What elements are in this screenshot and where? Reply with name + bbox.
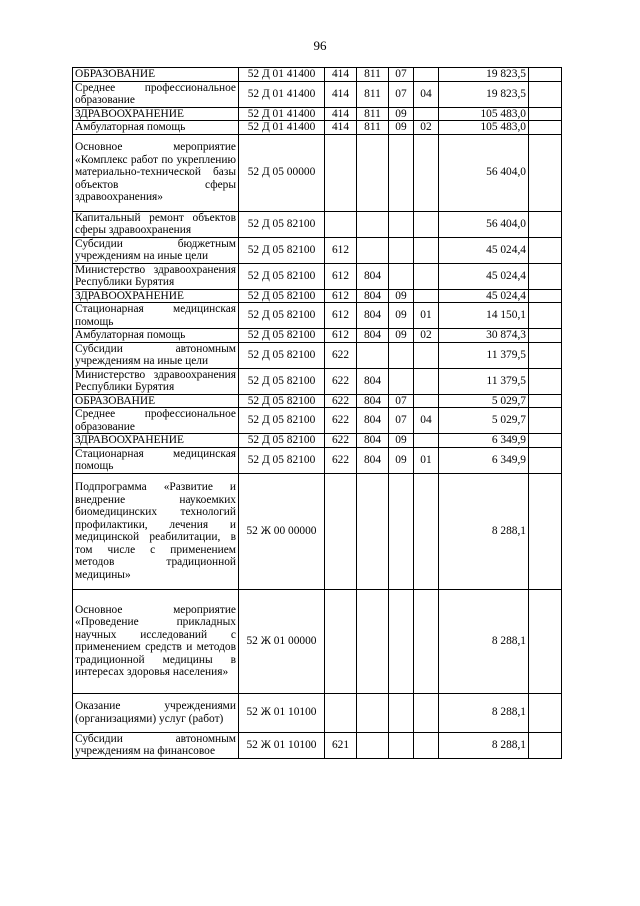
target-code-cell: 52 Ж 01 10100 — [239, 693, 325, 732]
table-row — [73, 121, 562, 135]
amount-cell: 5 029,7 — [439, 394, 529, 408]
subsection-code-cell: 02 — [414, 121, 439, 135]
section-code-cell: 07 — [389, 394, 414, 408]
amount-cell: 8 288,1 — [439, 693, 529, 732]
subsection-code-cell: 04 — [414, 408, 439, 434]
empty-cell — [529, 329, 562, 343]
expense-type-cell: 621 — [325, 732, 357, 758]
section-code-cell — [389, 368, 414, 394]
empty-cell — [529, 237, 562, 263]
expense-type-cell: 612 — [325, 263, 357, 289]
target-code-cell: 52 Д 05 82100 — [239, 342, 325, 368]
row-name-cell: Субсидии автономным учреждениям на финансовое — [73, 732, 239, 758]
row-name-cell: ЗДРАВООХРАНЕНИЕ — [73, 289, 239, 303]
expense-type-cell: 622 — [325, 394, 357, 408]
target-code-cell: 52 Д 05 82100 — [239, 289, 325, 303]
row-name-cell: ЗДРАВООХРАНЕНИЕ — [73, 434, 239, 448]
empty-cell — [529, 289, 562, 303]
admin-code-cell — [357, 473, 389, 589]
amount-cell: 6 349,9 — [439, 434, 529, 448]
row-name-cell: Субсидии бюджетным учреждениям на иные цели — [73, 237, 239, 263]
target-code-cell: 52 Д 05 82100 — [239, 408, 325, 434]
section-code-cell: 09 — [389, 107, 414, 121]
admin-code-cell: 811 — [357, 121, 389, 135]
target-code-cell: 52 Ж 00 00000 — [239, 473, 325, 589]
row-name-cell: Основное мероприятие «Проведение прикладных научных исследований с применением средств и методов традиционной медицины в интересах здоровья населения» — [73, 589, 239, 693]
page-number: 96 — [313, 38, 327, 53]
target-code-cell: 52 Д 05 82100 — [239, 447, 325, 473]
admin-code-cell — [357, 693, 389, 732]
target-code-cell: 52 Д 05 82100 — [239, 303, 325, 329]
section-code-cell — [389, 732, 414, 758]
admin-code-cell: 804 — [357, 263, 389, 289]
target-code-cell: 52 Ж 01 10100 — [239, 732, 325, 758]
amount-cell: 6 349,9 — [439, 447, 529, 473]
amount-cell: 8 288,1 — [439, 589, 529, 693]
admin-code-cell — [357, 589, 389, 693]
admin-code-cell — [357, 732, 389, 758]
amount-cell: 30 874,3 — [439, 329, 529, 343]
table-row — [73, 329, 562, 343]
subsection-code-cell: 01 — [414, 447, 439, 473]
admin-code-cell: 811 — [357, 81, 389, 107]
target-code-cell: 52 Д 05 00000 — [239, 134, 325, 211]
section-code-cell — [389, 263, 414, 289]
subsection-code-cell: 04 — [414, 81, 439, 107]
target-code-cell: 52 Д 01 41400 — [239, 68, 325, 82]
empty-cell — [529, 134, 562, 211]
row-name-cell: Стационарная медицинская помощь — [73, 447, 239, 473]
expense-type-cell: 622 — [325, 447, 357, 473]
table-row — [73, 134, 562, 211]
table-row — [73, 394, 562, 408]
admin-code-cell: 804 — [357, 329, 389, 343]
expense-type-cell: 622 — [325, 408, 357, 434]
table-row — [73, 263, 562, 289]
empty-cell — [529, 303, 562, 329]
subsection-code-cell — [414, 237, 439, 263]
target-code-cell: 52 Ж 01 00000 — [239, 589, 325, 693]
admin-code-cell: 804 — [357, 394, 389, 408]
expense-type-cell: 612 — [325, 289, 357, 303]
row-name-cell: Министерство здравоохранения Республики Бурятия — [73, 263, 239, 289]
admin-code-cell: 804 — [357, 434, 389, 448]
amount-cell: 11 379,5 — [439, 368, 529, 394]
target-code-cell: 52 Д 05 82100 — [239, 263, 325, 289]
expense-type-cell — [325, 693, 357, 732]
amount-cell: 5 029,7 — [439, 408, 529, 434]
row-name-cell: Министерство здравоохранения Республики Бурятия — [73, 368, 239, 394]
expense-type-cell — [325, 134, 357, 211]
expense-type-cell: 622 — [325, 368, 357, 394]
subsection-code-cell — [414, 68, 439, 82]
expense-type-cell: 622 — [325, 342, 357, 368]
table-row — [73, 473, 562, 589]
section-code-cell — [389, 342, 414, 368]
target-code-cell: 52 Д 05 82100 — [239, 434, 325, 448]
table-row — [73, 732, 562, 758]
row-name-cell: Подпрограмма «Развитие и внедрение наукоемких биомедицинских технологий профилактики, лечения и медицинской реабилитации, в том числе с применением методов традиционной медицины» — [73, 473, 239, 589]
amount-cell: 56 404,0 — [439, 134, 529, 211]
subsection-code-cell — [414, 211, 439, 237]
empty-cell — [529, 589, 562, 693]
table-row — [73, 303, 562, 329]
section-code-cell: 09 — [389, 329, 414, 343]
table-row — [73, 342, 562, 368]
admin-code-cell: 804 — [357, 303, 389, 329]
target-code-cell: 52 Д 05 82100 — [239, 394, 325, 408]
row-name-cell: Оказание учреждениями (организациями) услуг (работ) — [73, 693, 239, 732]
admin-code-cell — [357, 211, 389, 237]
section-code-cell — [389, 211, 414, 237]
amount-cell: 45 024,4 — [439, 237, 529, 263]
subsection-code-cell: 02 — [414, 329, 439, 343]
expense-type-cell: 612 — [325, 329, 357, 343]
empty-cell — [529, 368, 562, 394]
target-code-cell: 52 Д 01 41400 — [239, 121, 325, 135]
section-code-cell — [389, 473, 414, 589]
subsection-code-cell — [414, 589, 439, 693]
subsection-code-cell: 01 — [414, 303, 439, 329]
amount-cell: 14 150,1 — [439, 303, 529, 329]
expense-type-cell: 622 — [325, 434, 357, 448]
empty-cell — [529, 342, 562, 368]
amount-cell: 105 483,0 — [439, 107, 529, 121]
amount-cell: 105 483,0 — [439, 121, 529, 135]
amount-cell: 8 288,1 — [439, 473, 529, 589]
table-row — [73, 107, 562, 121]
empty-cell — [529, 121, 562, 135]
empty-cell — [529, 732, 562, 758]
target-code-cell: 52 Д 01 41400 — [239, 107, 325, 121]
amount-cell: 45 024,4 — [439, 263, 529, 289]
admin-code-cell: 804 — [357, 289, 389, 303]
expense-type-cell — [325, 589, 357, 693]
target-code-cell: 52 Д 05 82100 — [239, 368, 325, 394]
section-code-cell — [389, 237, 414, 263]
amount-cell: 11 379,5 — [439, 342, 529, 368]
expense-type-cell: 414 — [325, 68, 357, 82]
empty-cell — [529, 693, 562, 732]
expense-type-cell: 612 — [325, 237, 357, 263]
table-row — [73, 237, 562, 263]
table-row — [73, 289, 562, 303]
empty-cell — [529, 408, 562, 434]
subsection-code-cell — [414, 394, 439, 408]
admin-code-cell — [357, 237, 389, 263]
empty-cell — [529, 81, 562, 107]
section-code-cell — [389, 693, 414, 732]
row-name-cell: Амбулаторная помощь — [73, 121, 239, 135]
expense-type-cell: 612 — [325, 303, 357, 329]
subsection-code-cell — [414, 134, 439, 211]
expense-type-cell: 414 — [325, 81, 357, 107]
amount-cell: 56 404,0 — [439, 211, 529, 237]
section-code-cell — [389, 134, 414, 211]
table-row — [73, 693, 562, 732]
subsection-code-cell — [414, 732, 439, 758]
budget-table — [72, 67, 562, 759]
subsection-code-cell — [414, 693, 439, 732]
section-code-cell: 07 — [389, 408, 414, 434]
subsection-code-cell — [414, 342, 439, 368]
section-code-cell — [389, 589, 414, 693]
target-code-cell: 52 Д 05 82100 — [239, 211, 325, 237]
empty-cell — [529, 447, 562, 473]
subsection-code-cell — [414, 107, 439, 121]
subsection-code-cell — [414, 289, 439, 303]
section-code-cell: 09 — [389, 303, 414, 329]
table-row — [73, 447, 562, 473]
section-code-cell: 07 — [389, 81, 414, 107]
expense-type-cell — [325, 211, 357, 237]
target-code-cell: 52 Д 05 82100 — [239, 237, 325, 263]
amount-cell: 19 823,5 — [439, 68, 529, 82]
row-name-cell: Капитальный ремонт объектов сферы здравоохранения — [73, 211, 239, 237]
admin-code-cell: 811 — [357, 107, 389, 121]
subsection-code-cell — [414, 263, 439, 289]
row-name-cell: Среднее профессиональное образование — [73, 81, 239, 107]
section-code-cell: 09 — [389, 121, 414, 135]
empty-cell — [529, 68, 562, 82]
expense-type-cell — [325, 473, 357, 589]
admin-code-cell: 804 — [357, 447, 389, 473]
empty-cell — [529, 473, 562, 589]
table-row — [73, 81, 562, 107]
amount-cell: 8 288,1 — [439, 732, 529, 758]
target-code-cell: 52 Д 01 41400 — [239, 81, 325, 107]
row-name-cell: Стационарная медицинская помощь — [73, 303, 239, 329]
row-name-cell: ОБРАЗОВАНИЕ — [73, 68, 239, 82]
amount-cell: 45 024,4 — [439, 289, 529, 303]
section-code-cell: 09 — [389, 447, 414, 473]
subsection-code-cell — [414, 368, 439, 394]
table-row — [73, 368, 562, 394]
admin-code-cell: 804 — [357, 408, 389, 434]
row-name-cell: ЗДРАВООХРАНЕНИЕ — [73, 107, 239, 121]
table-row — [73, 434, 562, 448]
expense-type-cell: 414 — [325, 107, 357, 121]
row-name-cell: ОБРАЗОВАНИЕ — [73, 394, 239, 408]
row-name-cell: Основное мероприятие «Комплекс работ по укреплению материально-технической базы объектов сферы здравоохранения» — [73, 134, 239, 211]
empty-cell — [529, 107, 562, 121]
table-row — [73, 408, 562, 434]
subsection-code-cell — [414, 434, 439, 448]
empty-cell — [529, 211, 562, 237]
table-row — [73, 68, 562, 82]
admin-code-cell: 804 — [357, 368, 389, 394]
section-code-cell: 09 — [389, 434, 414, 448]
subsection-code-cell — [414, 473, 439, 589]
amount-cell: 19 823,5 — [439, 81, 529, 107]
admin-code-cell: 811 — [357, 68, 389, 82]
target-code-cell: 52 Д 05 82100 — [239, 329, 325, 343]
table-row — [73, 211, 562, 237]
row-name-cell: Среднее профессиональное образование — [73, 408, 239, 434]
section-code-cell: 07 — [389, 68, 414, 82]
admin-code-cell — [357, 342, 389, 368]
admin-code-cell — [357, 134, 389, 211]
row-name-cell: Амбулаторная помощь — [73, 329, 239, 343]
empty-cell — [529, 434, 562, 448]
empty-cell — [529, 394, 562, 408]
section-code-cell: 09 — [389, 289, 414, 303]
table-row — [73, 589, 562, 693]
empty-cell — [529, 263, 562, 289]
row-name-cell: Субсидии автономным учреждениям на иные цели — [73, 342, 239, 368]
expense-type-cell: 414 — [325, 121, 357, 135]
